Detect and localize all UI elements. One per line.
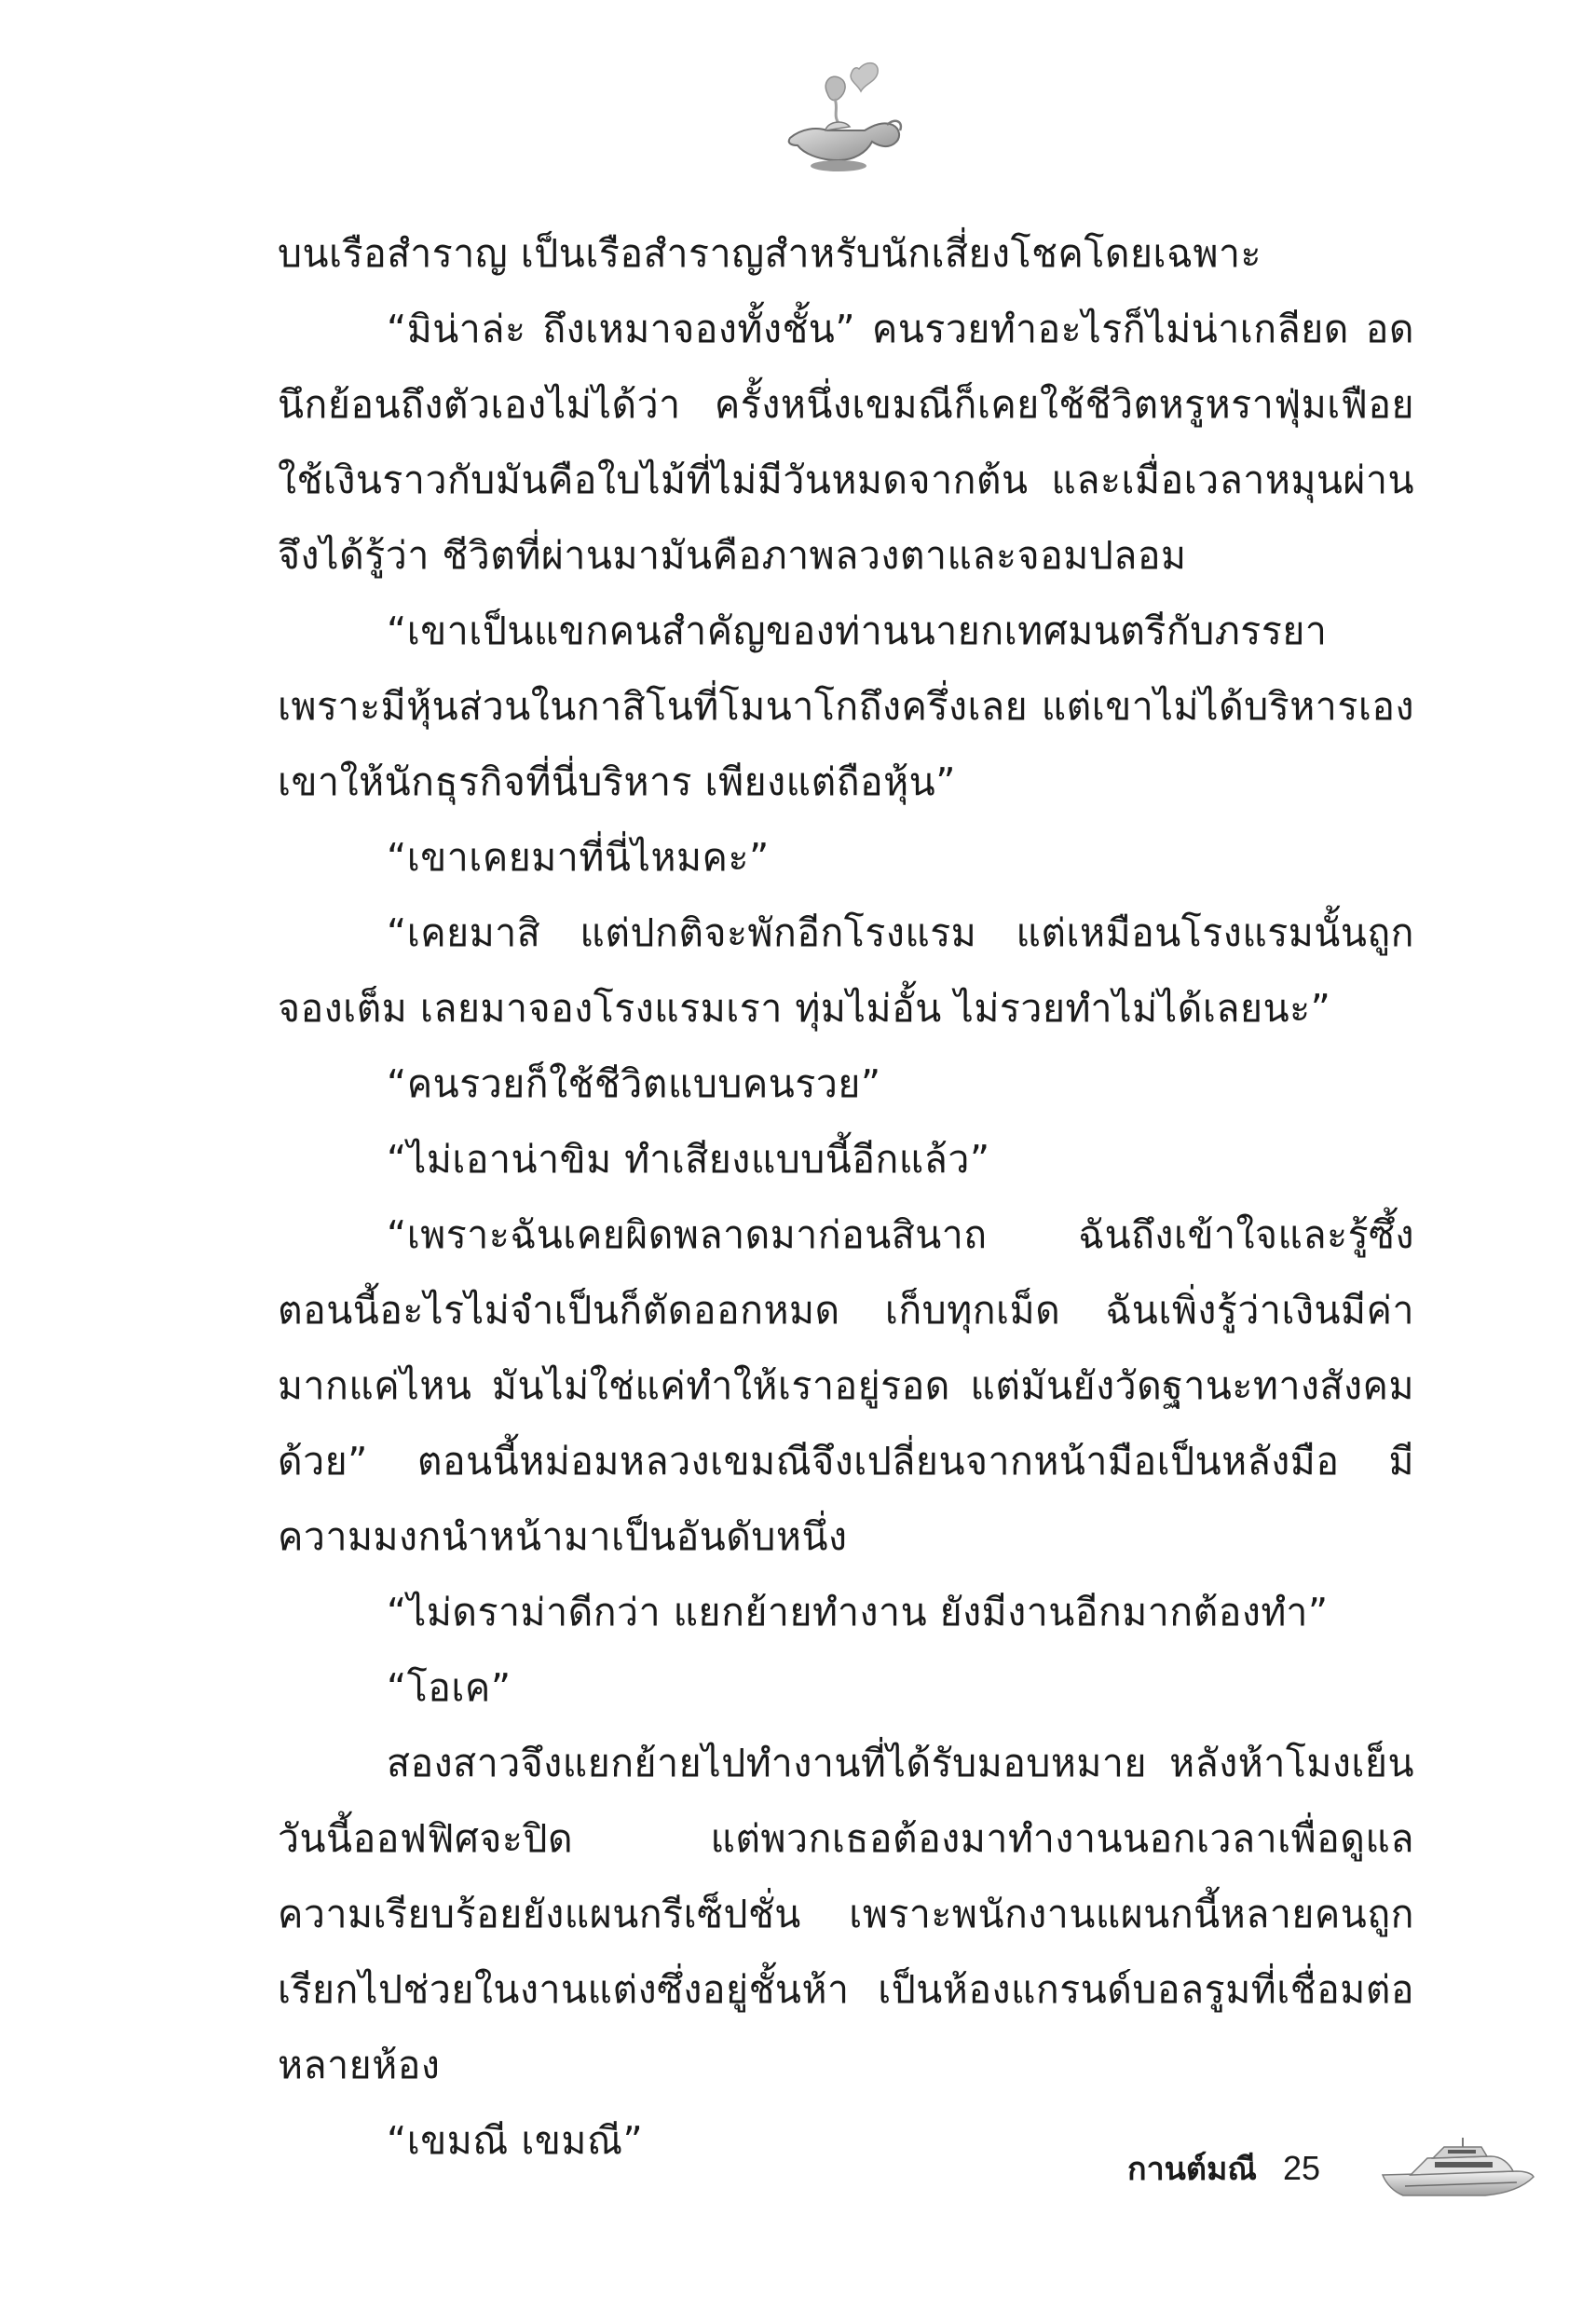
text-line: ด้วย” ตอนนี้หม่อมหลวงเขมณีจึงเปลี่ยนจากหน้ามือเป็นหลังมือ มี — [278, 1439, 1414, 1484]
text-line: “เคยมาสิ แต่ปกติจะพักอีกโรงแรม แต่เหมือนโรงแรมนั้นถูก — [387, 910, 1414, 955]
text-line: หลายห้อง — [278, 2043, 441, 2087]
text-line: “เขาเป็นแขกคนสำคัญของท่านนายกเทศมนตรีกับภรรยา — [387, 609, 1328, 653]
text-line: “เพราะฉันเคยผิดพลาดมาก่อนสินาถ ฉันถึงเข้าใจและรู้ซึ้ง — [387, 1212, 1414, 1257]
text-line: ความมงกนำหน้ามาเป็นอันดับหนึ่ง — [278, 1514, 848, 1559]
text-line: วันนี้ออฟฟิศจะปิด แต่พวกเธอต้องมาทำงานนอกเวลาเพื่อดูแล — [278, 1816, 1414, 1861]
text-line: “โอเค” — [387, 1665, 512, 1710]
text-line: “เขาเคยมาที่นี่ไหมคะ” — [387, 835, 770, 880]
text-line: “ไม่ดราม่าดีกว่า แยกย้ายทำงาน ยังมีงานอีกมากต้องทำ” — [387, 1590, 1329, 1634]
text-line: จองเต็ม เลยมาจองโรงแรมเรา ทุ่มไม่อั้น ไม่รวยทำไม่ได้เลยนะ” — [278, 986, 1331, 1031]
text-line: เขาให้นักธุรกิจที่นี่บริหาร เพียงแต่ถือหุ้น” — [278, 759, 956, 804]
text-line: “เขมณี เขมณี” — [387, 2118, 644, 2163]
text-line: ใช้เงินราวกับมันคือใบไม้ที่ไม่มีวันหมดจากต้น และเมื่อเวลาหมุนผ่าน — [278, 458, 1414, 502]
text-line: นึกย้อนถึงตัวเองไม่ได้ว่า ครั้งหนึ่งเขมณีก็เคยใช้ชีวิตหรูหราฟุ่มเฟือย — [278, 382, 1414, 427]
text-line: “คนรวยก็ใช้ชีวิตแบบคนรวย” — [387, 1061, 881, 1106]
text-line: เรียกไปช่วยในงานแต่งซึ่งอยู่ชั้นห้า เป็นห้องแกรนด์บอลรูมที่เชื่อมต่อ — [278, 1967, 1414, 2012]
genie-lamp-ornament-icon — [773, 56, 913, 177]
yacht-icon — [1377, 2134, 1535, 2201]
page-footer — [1127, 2136, 1320, 2201]
page-number: 25 — [1282, 2149, 1321, 2187]
text-line: “ไม่เอาน่าขิม ทำเสียงแบบนี้อีกแล้ว” — [387, 1137, 990, 1182]
book-title: กานต์มณี — [1127, 2151, 1257, 2188]
text-line: บนเรือสำราญ เป็นเรือสำราญสำหรับนักเสี่ยงโชคโดยเฉพาะ — [278, 231, 1262, 276]
text-line: เพราะมีหุ้นส่วนในกาสิโนที่โมนาโกถึงครึ่งเลย แต่เขาไม่ได้บริหารเอง — [278, 684, 1414, 729]
body-text — [278, 216, 1414, 2179]
text-line: ตอนนี้อะไรไม่จำเป็นก็ตัดออกหมด เก็บทุกเม็ด ฉันเพิ่งรู้ว่าเงินมีค่า — [278, 1288, 1414, 1333]
text-line: ความเรียบร้อยยังแผนกรีเซ็ปชั่น เพราะพนักงานแผนกนี้หลายคนถูก — [278, 1892, 1414, 1936]
text-line: จึงได้รู้ว่า ชีวิตที่ผ่านมามันคือภาพลวงตาและจอมปลอม — [278, 533, 1187, 578]
text-line: “มิน่าล่ะ ถึงเหมาจองทั้งชั้น” คนรวยทำอะไรก็ไม่น่าเกลียด อด — [387, 307, 1414, 351]
text-line: มากแค่ไหน มันไม่ใช่แค่ทำให้เราอยู่รอด แต่มันยังวัดฐานะทางสังคม — [278, 1363, 1414, 1408]
text-line: สองสาวจึงแยกย้ายไปทำงานที่ได้รับมอบหมาย หลังห้าโมงเย็น — [387, 1741, 1414, 1785]
